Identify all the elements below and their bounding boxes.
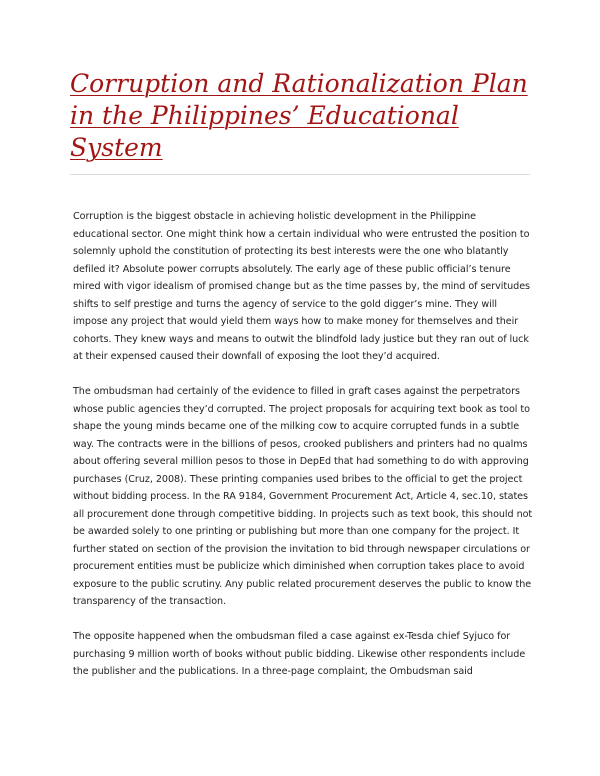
paragraph-1: Corruption is the biggest obstacle in achieving holistic development in the Philippine educational sector. One might think how a certain individual who were entrusted the position to solemnly uphold the constitution of protecting its best interests were the one who blatantly defiled it? Absolute power corrupts absolutely. The early age of these public official’s tenure mired with vigor idealism of promised change but as the time passes by, the mind of servitudes shifts to self prestige and turns the agency of service to the gold digger’s mine. They will impose any project that would yield them ways how to make money for themselves and their cohorts. They knew ways and means to outwit the blindfold lady justice but they ran out of luck at their expensed caused their downfall of exposing the loot they’d acquired. xyxy=(73,211,530,362)
paragraph-3: The opposite happened when the ombudsman filed a case against ex-Tesda chief Syjuco for purchasing 9 million worth of books without public bidding. Likewise other respondents include the publisher and the publications. In a three-page complaint, the Ombudsman said xyxy=(73,631,526,677)
document-title: Corruption and Rationalization Plan in the Philippines’ Educational System xyxy=(70,69,528,162)
paragraph-2: The ombudsman had certainly of the evidence to filled in graft cases against the perpetrators whose public agencies they’d corrupted. The project proposals for acquiring text book as tool to shape the young minds became one of the milking cow to acquire corrupted funds in a subtle way. The contracts were in the billions of pesos, crooked publishers and printers had no qualms about offering several million pesos to those in DepEd that had something to do with approving purchases (Cruz, 2008). These printing companies used bribes to the official to get the project without bidding process. In the RA 9184, Government Procurement Act, Article 4, sec.10, states all procurement done through competitive bidding. In projects such as text book, this should not be awarded solely to one printing or publishing but more than one company for the project. It further stated on section of the provision the invitation to bid through newspaper circulations or procurement entities must be publicize which diminished when corruption takes place to avoid exposure to the public scrutiny. Any public related procurement deserves the public to know the transparency of the transaction. xyxy=(73,386,533,607)
document-body xyxy=(73,208,533,698)
title-divider xyxy=(70,174,530,175)
